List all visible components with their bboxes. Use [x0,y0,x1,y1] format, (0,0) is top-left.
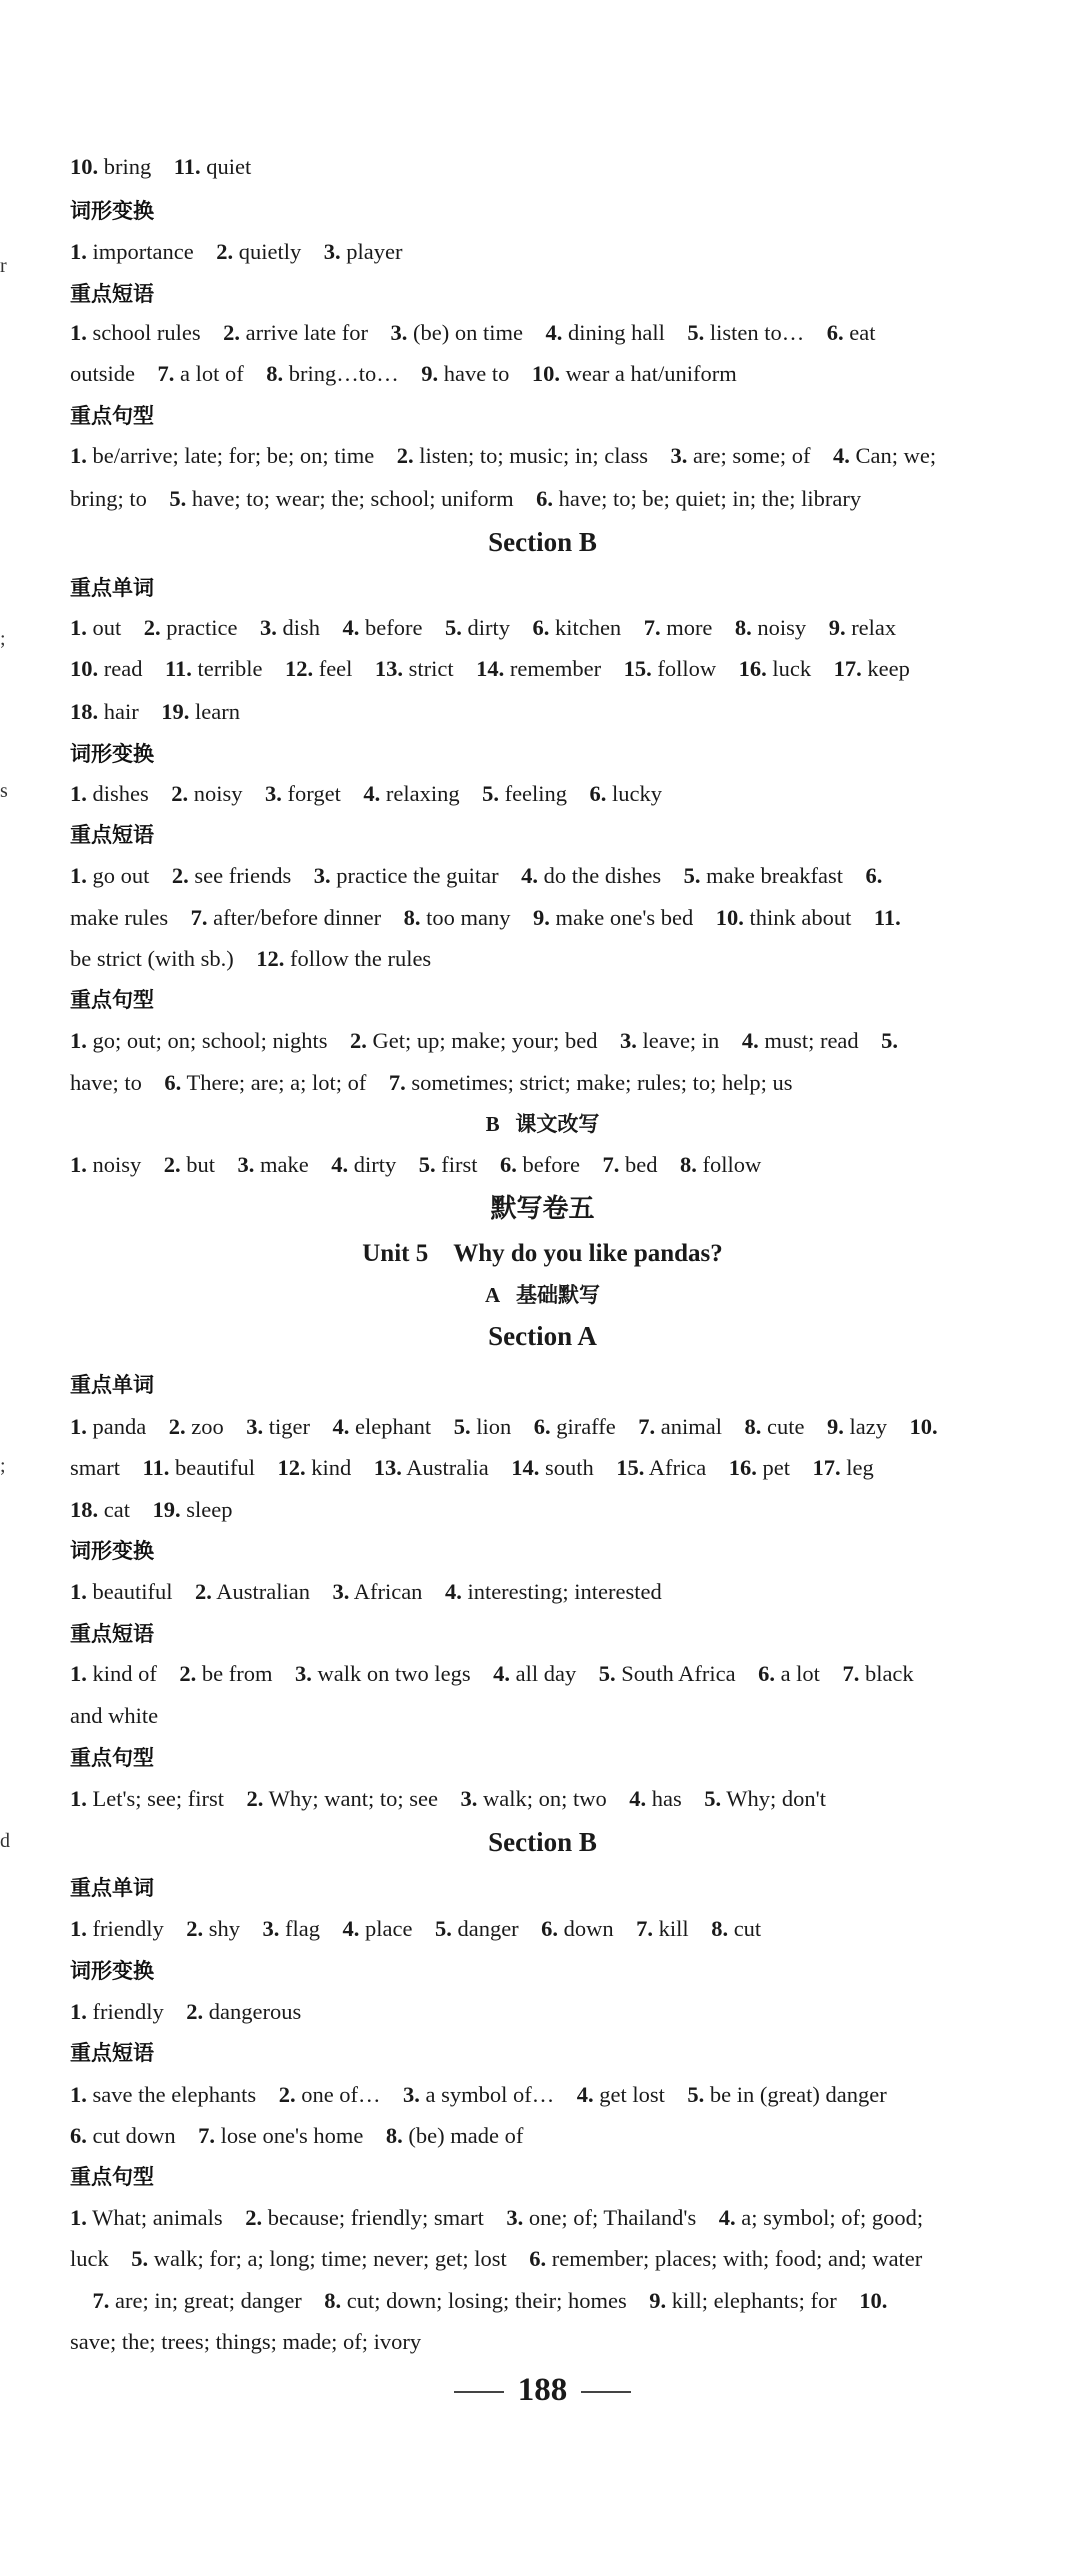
heading-key-sentences: 重点句型 [70,404,154,428]
answer-line: 1. friendly 2. dangerous [70,1999,302,2024]
margin-fragment: s [0,780,8,802]
page-number-dash-right [581,2391,631,2393]
subtitle-text: 基础默写 [515,1283,600,1307]
answer-line: outside 7. a lot of 8. bring…to… 9. have to 10. wear a hat/uniform [70,361,737,386]
answer-line: make rules 7. after/before dinner 8. too many 9. make one's bed 10. think about 11. [70,905,901,930]
answer-line: 1. panda 2. zoo 3. tiger 4. elephant 5. lion 6. giraffe 7. animal 8. cute 9. lazy 10. [70,1414,938,1439]
heading-key-words: 重点单词 [70,1876,154,1900]
heading-word-change: 词形变换 [70,1959,154,1983]
answer-line: save; the; trees; things; made; of; ivory [70,2329,422,2354]
subtitle-text: 课文改写 [515,1112,600,1136]
margin-fragment: r [0,255,7,277]
heading-key-sentences: 重点句型 [70,1746,154,1770]
heading-word-change: 词形变换 [70,742,154,766]
heading-key-sentences: 重点句型 [70,2165,154,2189]
answer-line: 1. What; animals 2. because; friendly; smart 3. one; of; Thailand's 4. a; symbol; of; good; [70,2205,924,2230]
answer-line: 10. read 11. terrible 12. feel 13. strict 14. remember 15. follow 16. luck 17. keep [70,656,910,681]
answer-line: 1. school rules 2. arrive late for 3. (be) on time 4. dining hall 5. listen to… 6. eat [70,320,876,345]
heading-word-change: 词形变换 [70,1539,154,1563]
answer-line: 1. be/arrive; late; for; be; on; time 2. listen; to; music; in; class 3. are; some; of 4. Can; we; [70,443,937,468]
section-b-title: Section B [488,527,597,557]
answer-line: bring; to 5. have; to; wear; the; school; uniform 6. have; to; be; quiet; in; the; library [70,486,862,511]
heading-key-words: 重点单词 [70,1373,154,1397]
page-number-dash-left [454,2391,504,2393]
margin-fragment: d [0,1830,10,1852]
answer-line: smart 11. beautiful 12. kind 13. Australia 14. south 15. Africa 16. pet 17. leg [70,1455,874,1480]
answer-line: have; to 6. There; are; a; lot; of 7. sometimes; strict; make; rules; to; help; us [70,1070,793,1095]
margin-fragment: ; [0,628,6,650]
answer-line: 10. bring 11. quiet [70,154,252,179]
section-a-title: Section A [488,1321,597,1351]
answer-line: 1. dishes 2. noisy 3. forget 4. relaxing 5. feeling 6. lucky [70,781,663,806]
answer-line: 1. beautiful 2. Australian 3. African 4. interesting; interested [70,1579,662,1604]
answer-line: 6. cut down 7. lose one's home 8. (be) made of [70,2123,524,2148]
answer-line: luck 5. walk; for; a; long; time; never; get; lost 6. remember; places; with; food; and; water [70,2246,923,2271]
heading-key-phrases: 重点短语 [70,2041,154,2065]
heading-key-phrases: 重点短语 [70,1622,154,1646]
answer-line: and white [70,1703,159,1728]
answer-line: 18. hair 19. learn [70,699,240,724]
answer-line: 1. kind of 2. be from 3. walk on two legs 4. all day 5. South Africa 6. a lot 7. black [70,1661,914,1686]
answer-line: 1. importance 2. quietly 3. player [70,239,403,264]
answer-line: 1. noisy 2. but 3. make 4. dirty 5. first 6. before 7. bed 8. follow [70,1152,762,1177]
margin-fragment: ; [0,1455,6,1477]
answer-line: 1. go; out; on; school; nights 2. Get; up; make; your; bed 3. leave; in 4. must; read 5. [70,1028,899,1053]
answer-line: 1. save the elephants 2. one of… 3. a symbol of… 4. get lost 5. be in (great) danger [70,2082,887,2107]
dictation-title: 默写卷五 [490,1194,595,1224]
heading-key-phrases: 重点短语 [70,823,154,847]
answer-line: 1. Let's; see; first 2. Why; want; to; see 3. walk; on; two 4. has 5. Why; don't [70,1786,826,1811]
page-number-text: 188 [517,2372,568,2408]
answer-line: 7. are; in; great; danger 8. cut; down; losing; their; homes 9. kill; elephants; for 10. [92,2288,888,2313]
text-rewrite-title [0,1106,1085,1142]
unit-title: Unit 5 Why do you like pandas? [362,1240,723,1267]
basic-dictation-title [0,1277,1085,1313]
heading-word-change: 词形变换 [70,199,154,223]
answer-line: 18. cat 19. sleep [70,1497,233,1522]
heading-key-words: 重点单词 [70,576,154,600]
answer-line: 1. out 2. practice 3. dish 4. before 5. dirty 6. kitchen 7. more 8. noisy 9. relax [70,615,897,640]
section-b-title: Section B [488,1827,597,1857]
page-number [0,2370,1085,2410]
answer-line: 1. go out 2. see friends 3. practice the guitar 4. do the dishes 5. make breakfast 6. [70,863,883,888]
answer-line: be strict (with sb.) 12. follow the rules [70,946,432,971]
answer-line: 1. friendly 2. shy 3. flag 4. place 5. danger 6. down 7. kill 8. cut [70,1916,762,1941]
subtitle-letter: A [485,1283,501,1307]
heading-key-phrases: 重点短语 [70,282,154,306]
subtitle-letter: B [485,1112,500,1136]
heading-key-sentences: 重点句型 [70,988,154,1012]
